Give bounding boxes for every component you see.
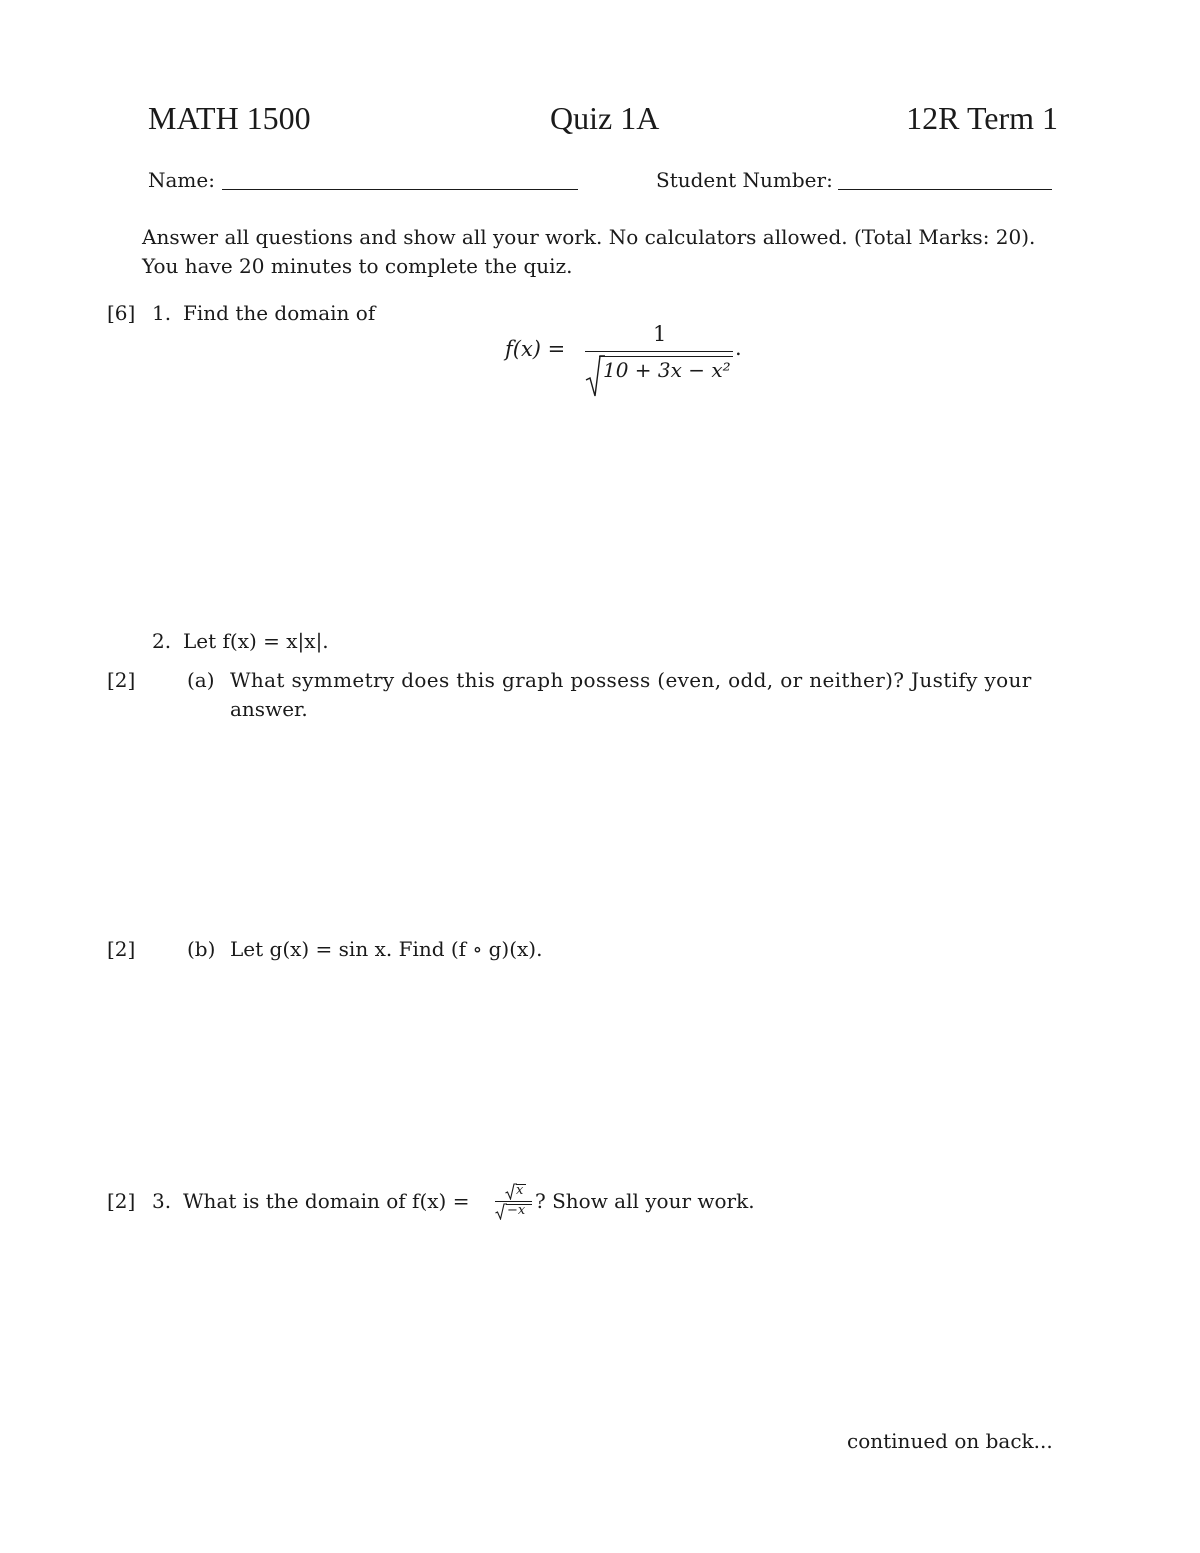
q1-numerator: 1 (653, 322, 667, 346)
sqrt-icon (585, 354, 605, 400)
term-title: 12R Term 1 (906, 100, 1058, 136)
q1-marks: [6] (107, 301, 136, 325)
continued-on-back: continued on back... (847, 1429, 1053, 1453)
q1-formula (505, 322, 750, 392)
q2-number: 2. (152, 629, 172, 653)
q2a-label: (a) (187, 668, 215, 692)
q3-fraction-bar (495, 1201, 532, 1202)
q3-number: 3. (152, 1189, 172, 1213)
q2b-label: (b) (187, 937, 216, 961)
q2-text: Let f(x) = x|x|. (183, 629, 329, 653)
q3-text-after: ? Show all your work. (535, 1189, 755, 1213)
q1-fraction-bar (585, 351, 733, 352)
q1-denominator: 10 + 3x − x² (603, 358, 731, 382)
q1-lhs: f(x) = (505, 337, 566, 361)
q3-text-before: What is the domain of f(x) = (183, 1189, 470, 1213)
instructions-line-2: You have 20 minutes to complete the quiz. (142, 254, 573, 278)
q2a-line-1: What symmetry does this graph possess (even, odd, or neither)? Justify your (230, 668, 1032, 692)
q2a-marks: [2] (107, 668, 136, 692)
quiz-title: Quiz 1A (550, 100, 660, 136)
name-label: Name: (148, 168, 215, 192)
name-line[interactable] (222, 189, 578, 190)
q1-radical-bar (599, 356, 733, 357)
q2a-line-2: answer. (230, 697, 308, 721)
q1-period: . (735, 336, 742, 360)
student-number-line[interactable] (838, 189, 1052, 190)
q1-number: 1. (152, 301, 172, 325)
q1-text: Find the domain of (183, 301, 376, 325)
instructions-line-1: Answer all questions and show all your work. No calculators allowed. (Total Marks: 20). (142, 225, 1036, 249)
course-title: MATH 1500 (148, 100, 311, 136)
q2b-marks: [2] (107, 937, 136, 961)
q3-formula (415, 1180, 775, 1224)
student-number-label: Student Number: (656, 168, 833, 192)
sqrt-icon (495, 1203, 507, 1220)
q3-numerator: x (516, 1183, 524, 1198)
q3-marks: [2] (107, 1189, 136, 1213)
q3-denominator: −x (507, 1203, 526, 1218)
q2b-text: Let g(x) = sin x. Find (f ∘ g)(x). (230, 937, 543, 961)
